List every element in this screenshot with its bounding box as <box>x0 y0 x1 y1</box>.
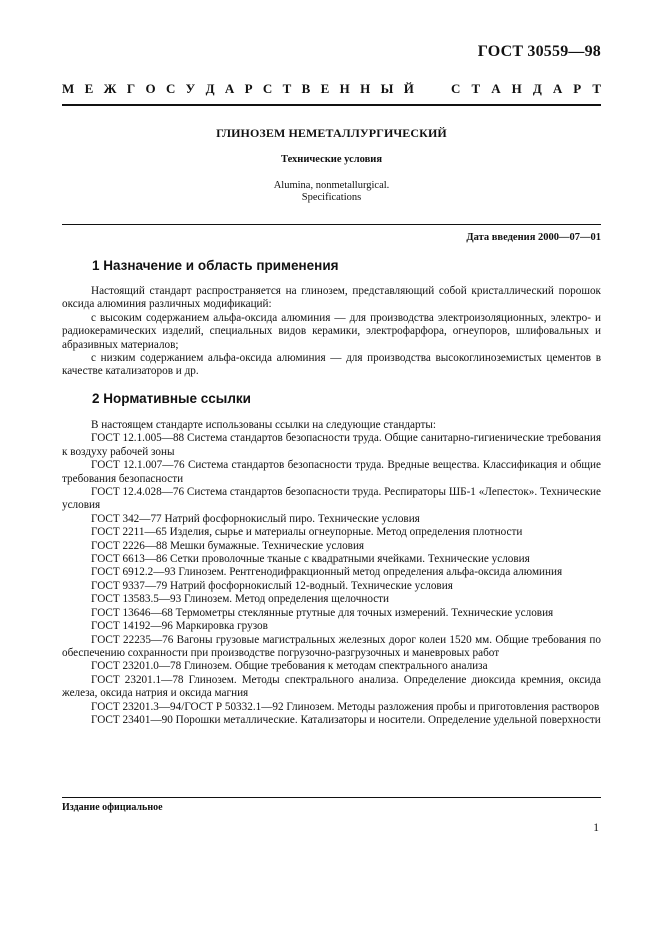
banner-letter: Н <box>360 81 371 96</box>
official-edition-label: Издание официальное <box>62 802 163 813</box>
document-subtitle: Технические условия <box>280 154 383 165</box>
banner-letter: Й <box>403 81 414 96</box>
banner-letter: М <box>62 81 75 96</box>
banner-letter: Н <box>339 81 350 96</box>
banner-letter: Т <box>592 81 601 96</box>
section-2-heading: 2 Нормативные ссылки <box>92 391 251 406</box>
normative-reference: ГОСТ 6613—86 Сетки проволочные тканые с квадратными ячейками. Технические условия <box>91 553 530 566</box>
banner-letter: Д <box>205 81 215 96</box>
normative-reference: ГОСТ 22235—76 Вагоны грузовые магистральных железных дорог колеи 1520 мм. Общие требования по обеспечению сохранности при производстве погрузочно-разгрузочных и маневровых работ <box>62 633 601 659</box>
banner-letter: Р <box>244 81 253 96</box>
banner-letter: В <box>301 81 311 96</box>
banner-letter: Ы <box>380 81 394 96</box>
banner-letter: С <box>451 81 461 96</box>
normative-reference: ГОСТ 2211—65 Изделия, сырье и материалы огнеупорные. Метод определения плотности <box>91 526 523 539</box>
section-2-intro: В настоящем стандарте использованы ссылки на следующие стандарты: <box>91 419 436 431</box>
normative-reference: ГОСТ 12.4.028—76 Система стандартов безопасности труда. Респираторы ШБ-1 «Лепесток». Технические условия <box>62 486 601 512</box>
english-title-line-2: Specifications <box>301 192 362 203</box>
normative-reference: ГОСТ 14192—96 Маркировка грузов <box>91 620 268 633</box>
banner-letter: А <box>491 81 501 96</box>
banner-letter: О <box>145 81 156 96</box>
banner-letter: Е <box>320 81 330 96</box>
banner-word-standard <box>451 81 601 97</box>
section-1-paragraph: с высоким содержанием альфа-оксида алюминия — для производства электроизоляционных, электро- и радиокерамических изделий, специальных видов керамики, электрофарфора, огнеупоров, шлифовальных и абразивных материалов; <box>62 311 601 351</box>
normative-reference: ГОСТ 23401—90 Порошки металлические. Катализаторы и носители. Определение удельной поверхности <box>91 713 601 726</box>
section-1-heading: 1 Назначение и область применения <box>92 258 339 273</box>
banner-letter: С <box>165 81 176 96</box>
normative-reference: ГОСТ 12.1.005—88 Система стандартов безопасности труда. Общие санитарно-гигиенические требования к воздуху рабочей зоны <box>62 432 601 458</box>
introduction-date: Дата введения 2000—07—01 <box>466 232 601 243</box>
banner-letter: Г <box>126 81 136 96</box>
banner-letter: Н <box>511 81 522 96</box>
section-2-body <box>62 419 601 727</box>
banner-letter: А <box>224 81 235 96</box>
english-title <box>62 180 601 204</box>
section-1-paragraph: с низким содержанием альфа-оксида алюминия — для производства высокоглиноземистых цементов в качестве катализаторов и др. <box>62 352 601 378</box>
banner-letter: Ж <box>103 81 117 96</box>
banner-letter: А <box>552 81 563 96</box>
banner-letter: Т <box>471 81 481 96</box>
normative-reference: ГОСТ 2226—88 Мешки бумажные. Технические условия <box>91 539 365 552</box>
banner-letter: Д <box>532 81 542 96</box>
banner-letter: Т <box>282 81 292 96</box>
normative-reference: ГОСТ 342—77 Натрий фосфорнокислый пиро. Технические условия <box>91 512 420 525</box>
page-number: 1 <box>593 822 599 834</box>
normative-reference: ГОСТ 23201.1—78 Глинозем. Методы спектрального анализа. Определение диоксида кремния, оксида железа, оксида натрия и оксида магния <box>62 673 601 700</box>
normative-reference: ГОСТ 13583.5—93 Глинозем. Метод определения щелочности <box>91 593 390 606</box>
normative-reference: ГОСТ 12.1.007—76 Система стандартов безопасности труда. Вредные вещества. Классификация и общие требования безопасности <box>62 459 601 485</box>
normative-reference: ГОСТ 23201.0—78 Глинозем. Общие требования к методам спектрального анализа <box>91 660 488 673</box>
banner-letter: У <box>185 81 196 96</box>
title-rule <box>62 224 601 225</box>
standard-banner <box>62 81 601 97</box>
banner-rule <box>62 104 601 106</box>
gost-code: ГОСТ 30559—98 <box>477 43 601 60</box>
normative-reference: ГОСТ 13646—68 Термометры стеклянные ртутные для точных измерений. Технические условия <box>91 606 554 619</box>
banner-word-interstate <box>62 81 414 97</box>
banner-letter: Р <box>573 81 582 96</box>
banner-letter: Е <box>84 81 94 96</box>
normative-reference: ГОСТ 23201.3—94/ГОСТ Р 50332.1—92 Глинозем. Методы разложения пробы и приготовления растворов <box>91 700 600 713</box>
section-1-body <box>62 285 601 379</box>
normative-reference: ГОСТ 9337—79 Натрий фосфорнокислый 12-водный. Технические условия <box>91 579 453 592</box>
document-title: ГЛИНОЗЕМ НЕМЕТАЛЛУРГИЧЕСКИЙ <box>216 126 447 140</box>
english-title-line-1: Alumina, nonmetallurgical. <box>273 180 390 191</box>
section-1-paragraph: Настоящий стандарт распространяется на глинозем, представляющий собой кристаллический порошок оксида алюминия различных модификаций: <box>62 285 601 311</box>
banner-letter: С <box>262 81 273 96</box>
normative-reference: ГОСТ 6912.2—93 Глинозем. Рентгенодифракционный метод определения альфа-оксида алюминия <box>91 566 563 579</box>
footer-rule <box>62 797 601 798</box>
